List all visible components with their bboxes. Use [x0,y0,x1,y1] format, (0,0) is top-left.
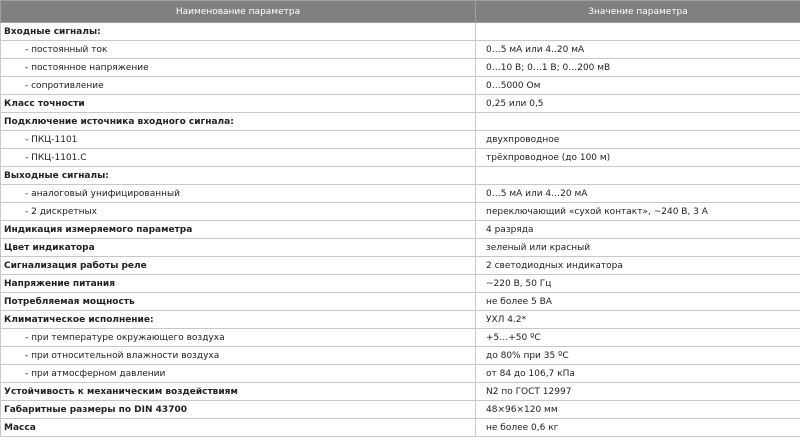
table-row [1,311,800,329]
table-row [1,59,800,77]
parameter-value-cell [476,23,800,41]
parameter-value-cell: не более 0,6 кг [476,419,800,437]
table-body [1,23,800,437]
parameter-value-cell [476,113,800,131]
table-row [1,257,800,275]
parameter-name-cell: Класс точности [1,95,476,113]
parameter-name-cell: Входные сигналы: [1,23,476,41]
header-parameter-name: Наименование параметра [1,1,476,23]
table-row [1,185,800,203]
table-row [1,149,800,167]
table-row [1,329,800,347]
parameter-value-cell: переключающий «сухой контакт», ~240 В, 3 А [476,203,800,221]
parameter-name-cell: - при относительной влажности воздуха [1,347,476,365]
parameter-name-cell: Климатическое исполнение: [1,311,476,329]
parameter-name-cell: - 2 дискретных [1,203,476,221]
table-row [1,293,800,311]
parameter-value-cell: 2 светодиодных индикатора [476,257,800,275]
parameter-value-cell: до 80% при 35 ºС [476,347,800,365]
parameter-name-cell: Масса [1,419,476,437]
table-row [1,401,800,419]
parameter-name-cell: Габаритные размеры по DIN 43700 [1,401,476,419]
parameter-value-cell: 48×96×120 мм [476,401,800,419]
table-row [1,41,800,59]
parameter-name-cell: Подключение источника входного сигнала: [1,113,476,131]
parameter-value-cell: двухпроводное [476,131,800,149]
parameter-value-cell: 0…10 В; 0…1 В; 0…200 мВ [476,59,800,77]
parameter-name-cell: - аналоговый унифицированный [1,185,476,203]
parameter-value-cell: 0…5 мА или 4…20 мА [476,185,800,203]
parameter-name-cell: - постоянное напряжение [1,59,476,77]
parameter-value-cell: от 84 до 106,7 кПа [476,365,800,383]
table-row [1,383,800,401]
table-row [1,221,800,239]
parameter-name-cell: Устойчивость к механическим воздействиям [1,383,476,401]
parameter-name-cell: Сигнализация работы реле [1,257,476,275]
table-row [1,167,800,185]
table-row [1,365,800,383]
table-row [1,23,800,41]
parameter-value-cell: УХЛ 4.2* [476,311,800,329]
table-row [1,203,800,221]
parameter-name-cell: - сопротивление [1,77,476,95]
parameter-value-cell: 0,25 или 0,5 [476,95,800,113]
table-header-row [1,1,800,23]
parameter-name-cell: Цвет индикатора [1,239,476,257]
parameter-value-cell: 0…5000 Ом [476,77,800,95]
table-row [1,113,800,131]
table-row [1,275,800,293]
table-row [1,131,800,149]
parameter-value-cell: трёхпроводное (до 100 м) [476,149,800,167]
parameter-name-cell: - ПКЦ-1101.С [1,149,476,167]
table-row [1,95,800,113]
parameter-name-cell: Напряжение питания [1,275,476,293]
parameter-name-cell: - постоянный ток [1,41,476,59]
parameter-name-cell: - при температуре окружающего воздуха [1,329,476,347]
parameter-value-cell: зеленый или красный [476,239,800,257]
parameter-name-cell: Выходные сигналы: [1,167,476,185]
parameter-value-cell: 0…5 мА или 4..20 мА [476,41,800,59]
parameter-value-cell: +5…+50 ºС [476,329,800,347]
parameter-name-cell: - при атмосферном давлении [1,365,476,383]
table-row [1,239,800,257]
parameter-value-cell [476,167,800,185]
table-row [1,347,800,365]
header-parameter-value: Значение параметра [476,1,800,23]
parameter-name-cell: Индикация измеряемого параметра [1,221,476,239]
table-row [1,77,800,95]
parameter-name-cell: Потребляемая мощность [1,293,476,311]
parameter-value-cell: ~220 В, 50 Гц [476,275,800,293]
parameter-value-cell: не более 5 ВА [476,293,800,311]
parameter-name-cell: - ПКЦ-1101 [1,131,476,149]
parameter-value-cell: 4 разряда [476,221,800,239]
table-row [1,419,800,437]
parameter-value-cell: N2 по ГОСТ 12997 [476,383,800,401]
